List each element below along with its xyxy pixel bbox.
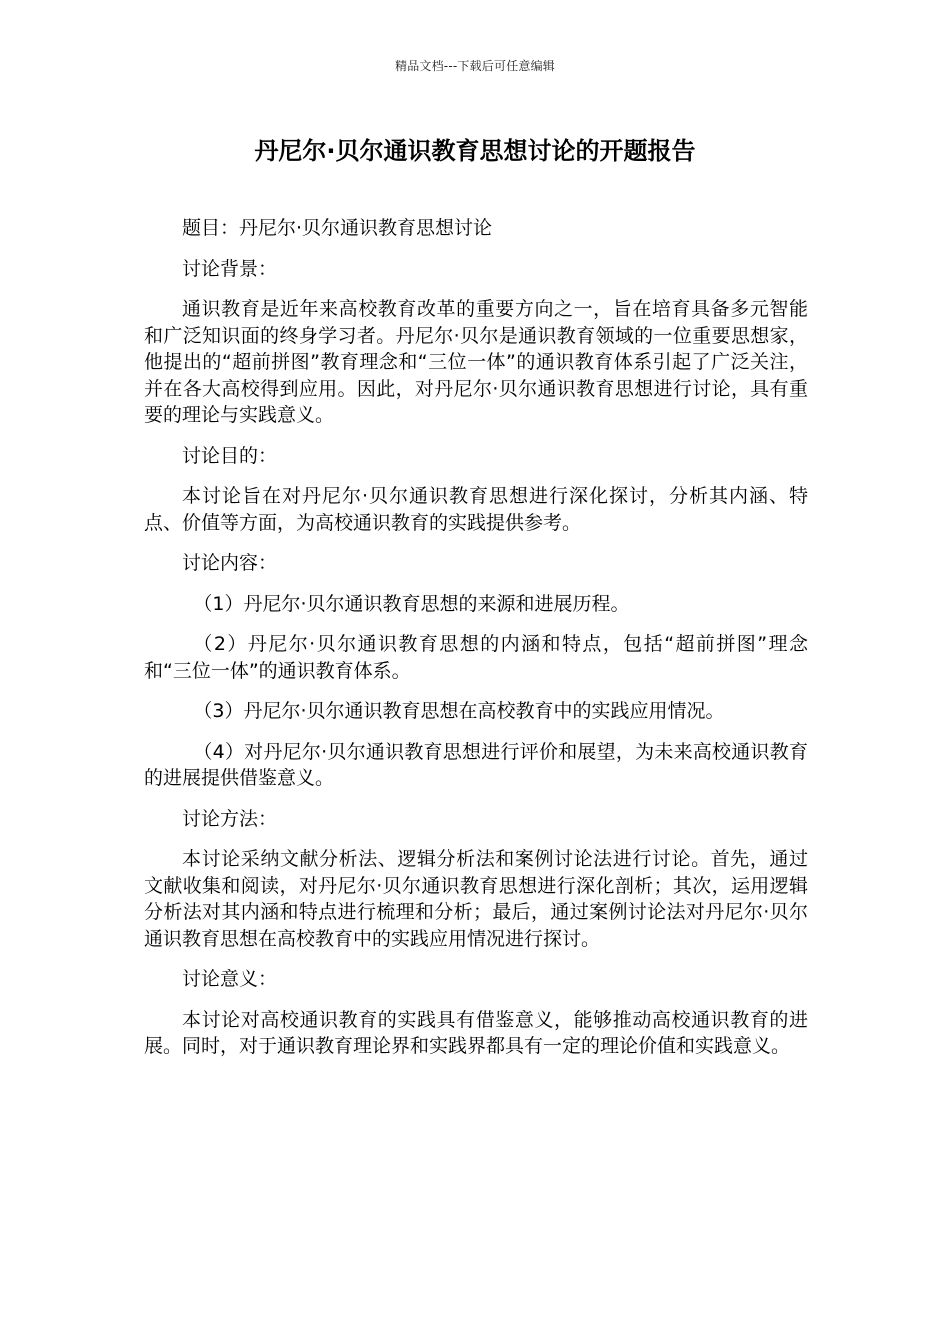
content-item-1: （1）丹尼尔·贝尔通识教育思想的来源和进展历程。 bbox=[193, 592, 630, 615]
content-item-2: （2）丹尼尔·贝尔通识教育思想的内涵和特点，包括“超前拼图”理念和“三位一体”的通识教育体系。 bbox=[144, 633, 808, 682]
content-item-3: （3）丹尼尔·贝尔通识教育思想在高校教育中的实践应用情况。 bbox=[193, 700, 725, 722]
page-header-note: 精品文档---下载后可任意编辑 bbox=[395, 59, 555, 73]
significance-heading: 讨论意义： bbox=[182, 968, 278, 990]
background-heading: 讨论背景： bbox=[182, 257, 278, 280]
content-heading: 讨论内容： bbox=[182, 552, 278, 574]
document-body bbox=[144, 215, 808, 1074]
background-paragraph: 通识教育是近年来高校教育改革的重要方向之一，旨在培育具备多元智能和广泛知识面的终身学习者。丹尼尔·贝尔是通识教育领域的一位重要思想家，他提出的“超前拼图”教育理念和“三位一体”的通识教育体系引起了广泛关注，并在各大高校得到应用。因此，对丹尼尔·贝尔通识教育思想进行讨论，具有重要的理论与实践意义。 bbox=[144, 298, 808, 426]
topic-line: 题目：丹尼尔·贝尔通识教育思想讨论 bbox=[182, 217, 493, 239]
method-paragraph: 本讨论采纳文献分析法、逻辑分析法和案例讨论法进行讨论。首先，通过文献收集和阅读，对丹尼尔·贝尔通识教育思想进行深化剖析；其次，运用逻辑分析法对其内涵和特点进行梳理和分析；最后，通过案例讨论法对丹尼尔·贝尔通识教育思想在高校教育中的实践应用情况进行探讨。 bbox=[144, 848, 808, 950]
purpose-heading: 讨论目的： bbox=[182, 444, 278, 467]
document-title: 丹尼尔·贝尔通识教育思想讨论的开题报告 bbox=[254, 137, 696, 165]
significance-paragraph: 本讨论对高校通识教育的实践具有借鉴意义，能够推动高校通识教育的进展。同时，对于通识教育理论界和实践界都具有一定的理论价值和实践意义。 bbox=[144, 1008, 808, 1057]
purpose-paragraph: 本讨论旨在对丹尼尔·贝尔通识教育思想进行深化探讨，分析其内涵、特点、价值等方面，为高校通识教育的实践提供参考。 bbox=[144, 485, 808, 534]
content-item-4: （4）对丹尼尔·贝尔通识教育思想进行评价和展望，为未来高校通识教育的进展提供借鉴意义。 bbox=[144, 740, 808, 789]
method-heading: 讨论方法： bbox=[182, 807, 278, 830]
